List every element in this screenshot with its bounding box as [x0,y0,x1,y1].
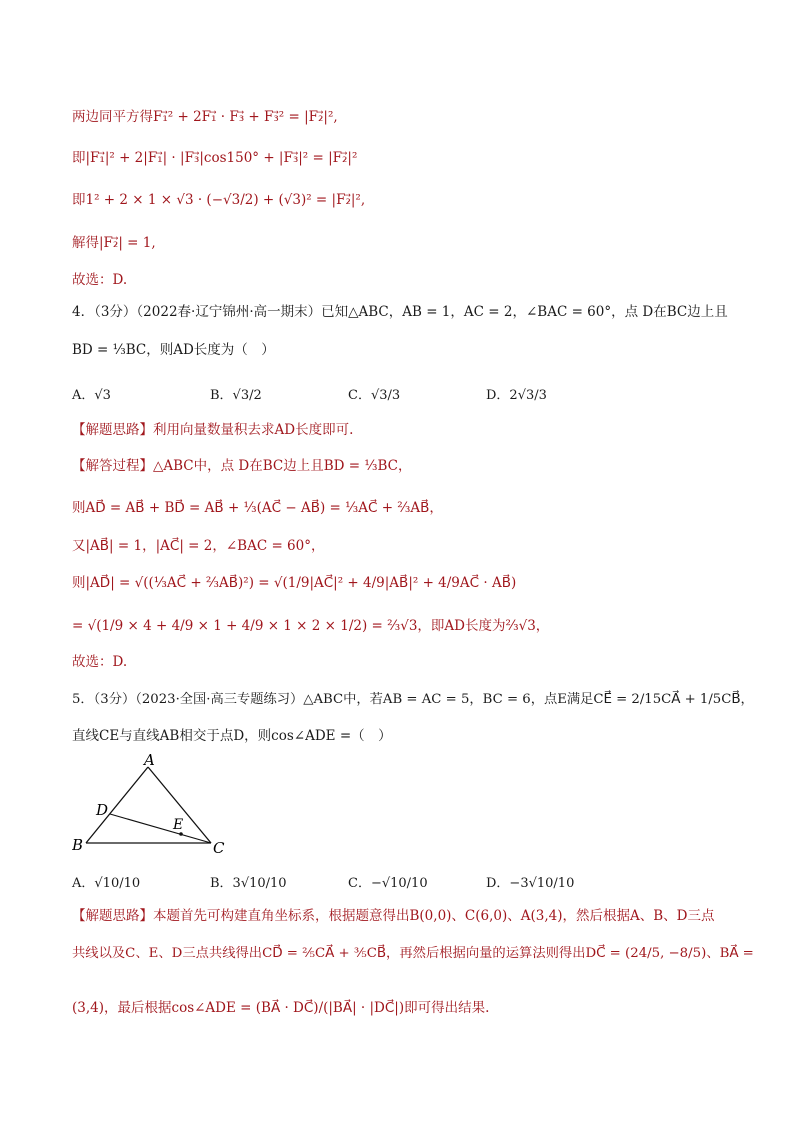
q4-option-d: D．2√3/3 [486,388,547,403]
q5-hint-1: 【解题思路】本题首先可构建直角坐标系，根据题意得出B(0,0)、C(6,0)、A(3,4)，然后根据A、B、D三点 [72,908,715,924]
q5-option-d: D．−3√10/10 [486,876,575,891]
q4-process-3: 又|AB⃗| = 1，|AC⃗| = 2，∠BAC = 60°， [72,538,325,554]
label-b: B [72,836,84,854]
label-d: D [96,801,109,819]
q4-process-2: 则AD⃗ = AB⃗ + BD⃗ = AB⃗ + ⅓(AC⃗ − AB⃗) = ⅓AC⃗ + ⅔AB⃗， [72,500,443,516]
q5-stem-line-1: 5．（3分）（2023·全国·高三专题练习）△ABC中，若AB = AC = 5，BC = 6，点E满足CE⃗ = 2/15CA⃗ + 1/5CB⃗， [72,692,754,707]
triangle-figure [72,752,242,857]
label-e: E [173,817,184,833]
q5-stem-line-2: 直线CE与直线AB相交于点D，则cos∠ADE =（ ） [72,728,392,744]
q5-option-b: B．3√10/10 [210,876,287,891]
proof-line-2: 即|F₁⃗|² + 2|F₁⃗| · |F₃⃗|cos150° + |F₃⃗|² = |F₂⃗|² [72,150,358,166]
label-a: A [144,752,155,769]
q4-process-5: = √(1/9 × 4 + 4/9 × 1 + 4/9 × 1 × 2 × 1/2) = ⅔√3，即AD长度为⅔√3， [72,618,550,634]
q4-option-b: B．√3/2 [210,388,262,403]
q5-option-a: A．√10/10 [72,876,141,891]
segment-dc [110,814,211,843]
proof-line-1: 两边同平方得F₁⃗² + 2F₁⃗ · F₃⃗ + F₃⃗² = |F₂⃗|², [72,109,338,125]
q5-hint-2: 共线以及C、E、D三点共线得出CD⃗ = ⅖CA⃗ + ⅗CB⃗，再然后根据向量的运算法则得出DC⃗ = (24/5, −8/5)、BA⃗ = [72,946,754,961]
q4-hint: 【解题思路】利用向量数量积去求AD长度即可. [72,422,354,438]
q4-option-a: A．√3 [72,388,111,403]
q4-process-1: 【解答过程】△ABC中，点 D在BC边上且BD = ⅓BC， [72,458,412,474]
q4-stem-line-2: BD = ⅓BC，则AD长度为（ ） [72,342,275,358]
q4-option-c: C．√3/3 [348,388,401,403]
label-c: C [213,839,225,857]
proof-line-3: 即1² + 2 × 1 × √3 · (−√3/2) + (√3)² = |F₂⃗|², [72,192,366,208]
answer-line-prev: 故选：D. [72,272,128,288]
q4-answer: 故选：D. [72,654,128,670]
q5-hint-3: (3,4)，最后根据cos∠ADE = (BA⃗ · DC⃗)/(|BA⃗| · |DC⃗|)即可得出结果. [72,1000,490,1016]
q5-option-c: C．−√10/10 [348,876,428,891]
proof-line-4: 解得|F₂⃗| = 1, [72,235,156,251]
q4-process-4: 则|AD⃗| = √((⅓AC⃗ + ⅔AB⃗)²) = √(1/9|AC⃗|² + 4/9|AB⃗|² + 4/9AC⃗ · AB⃗) [72,575,517,591]
q4-stem-line-1: 4．（3分）（2022春·辽宁锦州·高一期末）已知△ABC，AB = 1，AC = 2，∠BAC = 60°，点 D在BC边上且 [72,304,728,320]
